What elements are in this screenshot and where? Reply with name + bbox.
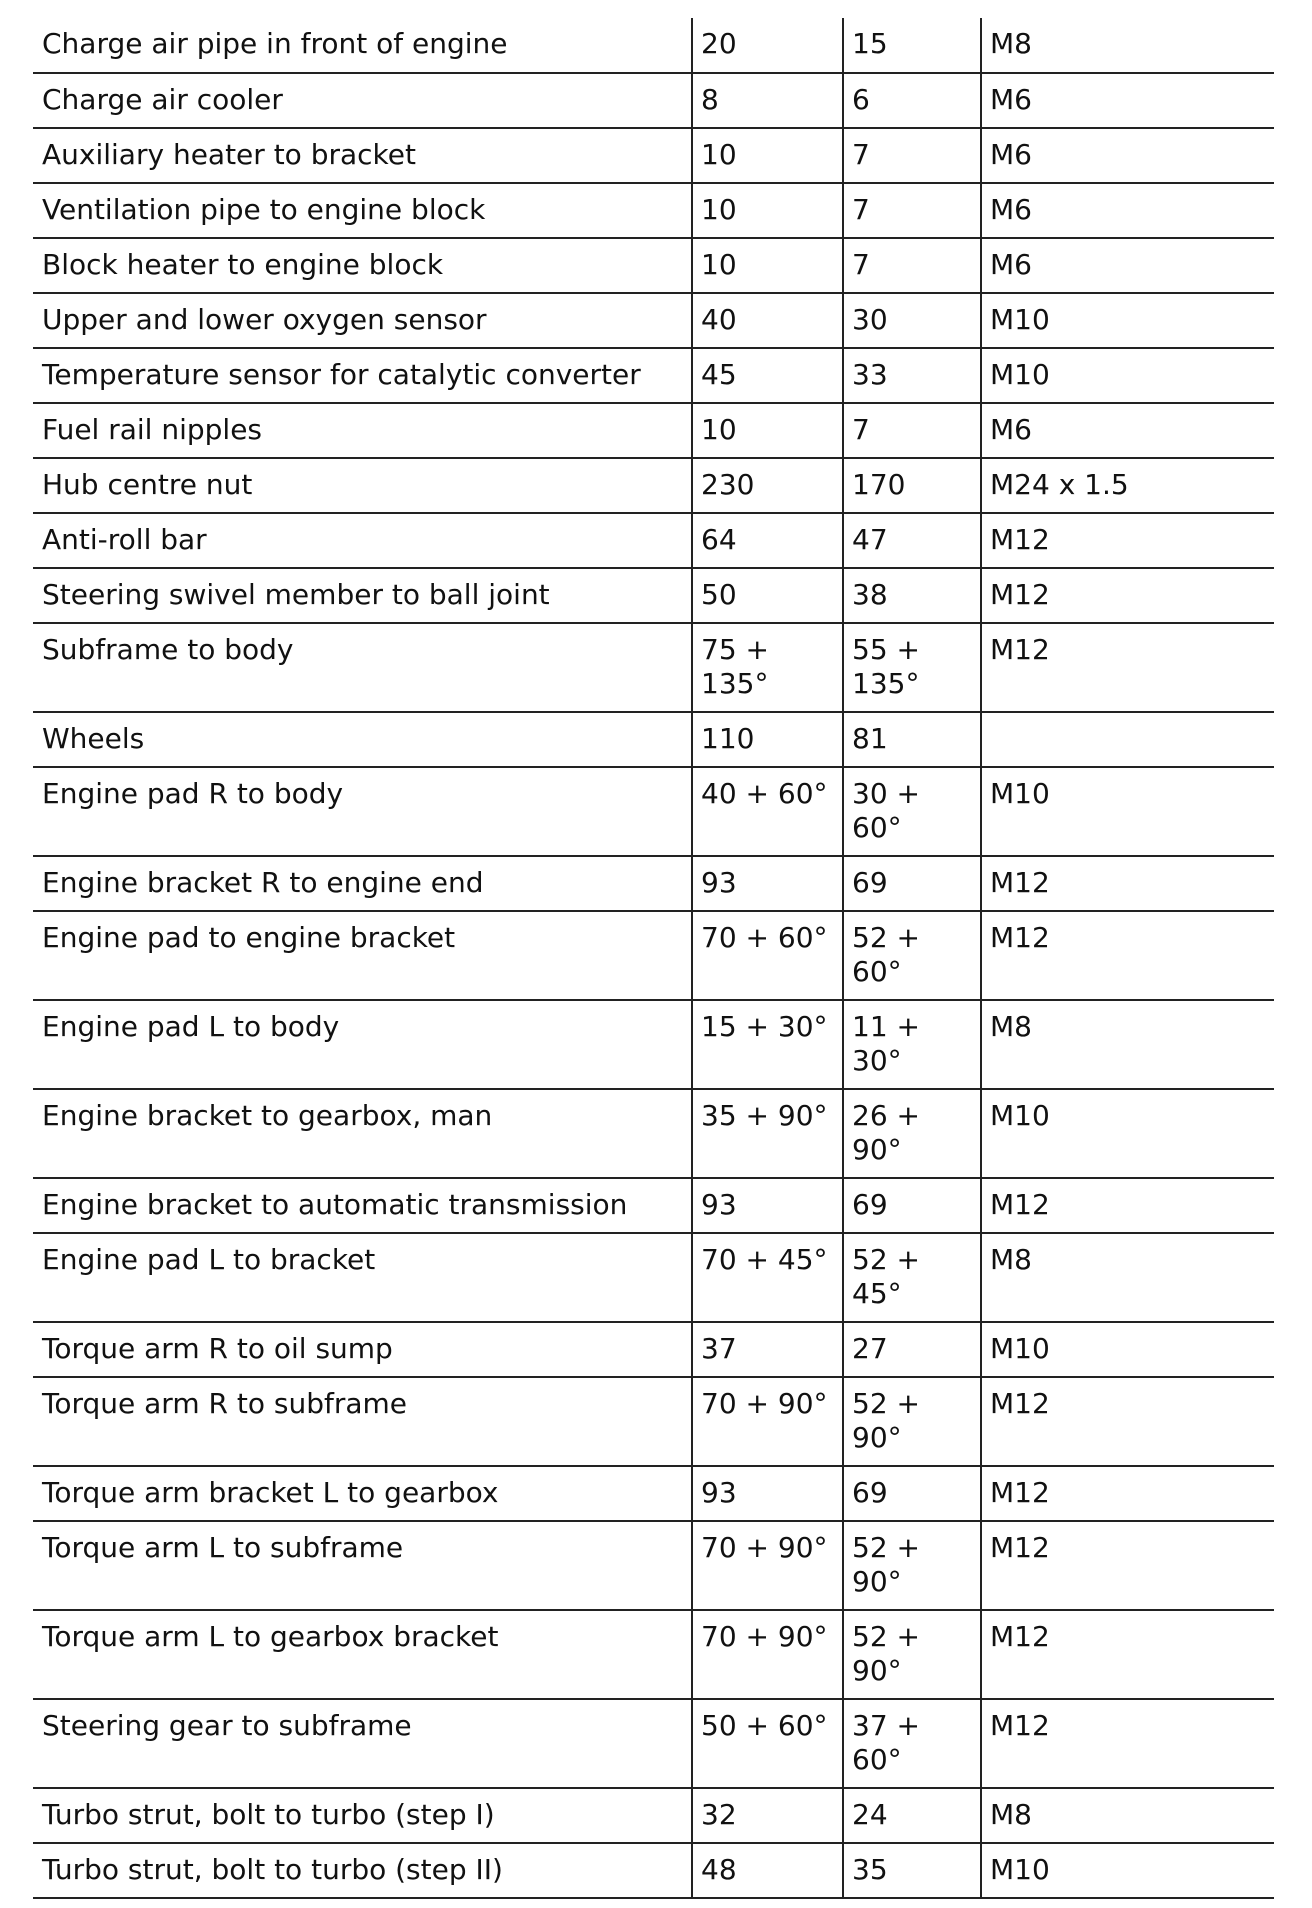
thread-size-cell: M8 (981, 1233, 1274, 1322)
component-cell: Engine bracket to gearbox, man (33, 1089, 692, 1178)
component-cell: Torque arm bracket L to gearbox (33, 1466, 692, 1521)
thread-size-cell: M12 (981, 1377, 1274, 1466)
torque-nm-cell: 93 (692, 1466, 843, 1521)
torque-nm-cell: 10 (692, 183, 843, 238)
torque-lbft-cell: 30 + 60° (843, 767, 981, 856)
torque-nm-cell: 32 (692, 1788, 843, 1843)
table-row (33, 712, 1274, 767)
table-row (33, 1000, 1274, 1089)
thread-size-cell: M10 (981, 1843, 1274, 1898)
table-row (33, 293, 1274, 348)
thread-size-cell: M10 (981, 767, 1274, 856)
component-cell: Upper and lower oxygen sensor (33, 293, 692, 348)
torque-table-body (33, 18, 1274, 1898)
table-row (33, 856, 1274, 911)
torque-nm-cell: 70 + 60° (692, 911, 843, 1000)
thread-size-cell: M8 (981, 1000, 1274, 1089)
thread-size-cell: M10 (981, 1322, 1274, 1377)
table-row (33, 1466, 1274, 1521)
torque-nm-cell: 10 (692, 403, 843, 458)
torque-lbft-cell: 7 (843, 403, 981, 458)
torque-lbft-cell: 52 + 45° (843, 1233, 981, 1322)
thread-size-cell: M12 (981, 1610, 1274, 1699)
component-cell: Auxiliary heater to bracket (33, 128, 692, 183)
component-cell: Steering gear to subframe (33, 1699, 692, 1788)
component-cell: Engine bracket to automatic transmission (33, 1178, 692, 1233)
thread-size-cell: M24 x 1.5 (981, 458, 1274, 513)
thread-size-cell: M12 (981, 568, 1274, 623)
table-row (33, 1788, 1274, 1843)
torque-lbft-cell: 33 (843, 348, 981, 403)
torque-nm-cell: 64 (692, 513, 843, 568)
torque-lbft-cell: 26 + 90° (843, 1089, 981, 1178)
table-row (33, 403, 1274, 458)
component-cell: Turbo strut, bolt to turbo (step II) (33, 1843, 692, 1898)
table-row (33, 1521, 1274, 1610)
torque-lbft-cell: 170 (843, 458, 981, 513)
torque-lbft-cell: 69 (843, 1178, 981, 1233)
torque-nm-cell: 40 + 60° (692, 767, 843, 856)
table-row (33, 128, 1274, 183)
component-cell: Engine bracket R to engine end (33, 856, 692, 911)
table-row (33, 1610, 1274, 1699)
torque-lbft-cell: 69 (843, 1466, 981, 1521)
table-row (33, 1178, 1274, 1233)
torque-lbft-cell: 11 + 30° (843, 1000, 981, 1089)
torque-nm-cell: 50 + 60° (692, 1699, 843, 1788)
thread-size-cell: M10 (981, 1089, 1274, 1178)
torque-nm-cell: 70 + 90° (692, 1377, 843, 1466)
component-cell: Temperature sensor for catalytic converter (33, 348, 692, 403)
component-cell: Subframe to body (33, 623, 692, 712)
component-cell: Engine pad L to body (33, 1000, 692, 1089)
thread-size-cell: M6 (981, 73, 1274, 128)
torque-lbft-cell: 35 (843, 1843, 981, 1898)
table-row (33, 1233, 1274, 1322)
torque-lbft-cell: 37 + 60° (843, 1699, 981, 1788)
thread-size-cell: M12 (981, 513, 1274, 568)
thread-size-cell: M8 (981, 1788, 1274, 1843)
table-row (33, 18, 1274, 73)
torque-nm-cell: 75 + 135° (692, 623, 843, 712)
table-row (33, 1843, 1274, 1898)
torque-nm-cell: 10 (692, 238, 843, 293)
torque-lbft-cell: 69 (843, 856, 981, 911)
torque-lbft-cell: 7 (843, 183, 981, 238)
component-cell: Hub centre nut (33, 458, 692, 513)
component-cell: Engine pad to engine bracket (33, 911, 692, 1000)
component-cell: Engine pad L to bracket (33, 1233, 692, 1322)
thread-size-cell: M6 (981, 238, 1274, 293)
table-row (33, 1089, 1274, 1178)
table-row (33, 911, 1274, 1000)
table-row (33, 1377, 1274, 1466)
torque-nm-cell: 10 (692, 128, 843, 183)
table-row (33, 1322, 1274, 1377)
torque-lbft-cell: 7 (843, 238, 981, 293)
table-row (33, 458, 1274, 513)
component-cell: Wheels (33, 712, 692, 767)
table-row (33, 1699, 1274, 1788)
torque-lbft-cell: 81 (843, 712, 981, 767)
torque-nm-cell: 45 (692, 348, 843, 403)
table-row (33, 513, 1274, 568)
torque-lbft-cell: 15 (843, 18, 981, 73)
torque-nm-cell: 40 (692, 293, 843, 348)
thread-size-cell: M12 (981, 1178, 1274, 1233)
component-cell: Torque arm R to oil sump (33, 1322, 692, 1377)
component-cell: Torque arm L to subframe (33, 1521, 692, 1610)
torque-lbft-cell: 6 (843, 73, 981, 128)
thread-size-cell: M12 (981, 1521, 1274, 1610)
table-row (33, 623, 1274, 712)
torque-lbft-cell: 52 + 90° (843, 1377, 981, 1466)
component-cell: Engine pad R to body (33, 767, 692, 856)
torque-nm-cell: 50 (692, 568, 843, 623)
torque-nm-cell: 20 (692, 18, 843, 73)
torque-lbft-cell: 7 (843, 128, 981, 183)
thread-size-cell: M12 (981, 623, 1274, 712)
thread-size-cell (981, 712, 1274, 767)
component-cell: Fuel rail nipples (33, 403, 692, 458)
thread-size-cell: M12 (981, 1699, 1274, 1788)
table-row (33, 238, 1274, 293)
torque-lbft-cell: 24 (843, 1788, 981, 1843)
component-cell: Block heater to engine block (33, 238, 692, 293)
component-cell: Torque arm R to subframe (33, 1377, 692, 1466)
torque-lbft-cell: 38 (843, 568, 981, 623)
torque-lbft-cell: 47 (843, 513, 981, 568)
torque-lbft-cell: 52 + 90° (843, 1521, 981, 1610)
thread-size-cell: M6 (981, 128, 1274, 183)
torque-lbft-cell: 52 + 60° (843, 911, 981, 1000)
component-cell: Anti-roll bar (33, 513, 692, 568)
torque-nm-cell: 15 + 30° (692, 1000, 843, 1089)
thread-size-cell: M6 (981, 183, 1274, 238)
torque-lbft-cell: 27 (843, 1322, 981, 1377)
torque-nm-cell: 70 + 45° (692, 1233, 843, 1322)
thread-size-cell: M10 (981, 348, 1274, 403)
component-cell: Charge air cooler (33, 73, 692, 128)
torque-nm-cell: 110 (692, 712, 843, 767)
torque-lbft-cell: 30 (843, 293, 981, 348)
thread-size-cell: M12 (981, 911, 1274, 1000)
component-cell: Charge air pipe in front of engine (33, 18, 692, 73)
torque-nm-cell: 37 (692, 1322, 843, 1377)
table-row (33, 568, 1274, 623)
torque-nm-cell: 93 (692, 856, 843, 911)
component-cell: Ventilation pipe to engine block (33, 183, 692, 238)
thread-size-cell: M12 (981, 1466, 1274, 1521)
component-cell: Steering swivel member to ball joint (33, 568, 692, 623)
thread-size-cell: M12 (981, 856, 1274, 911)
torque-nm-cell: 70 + 90° (692, 1521, 843, 1610)
torque-nm-cell: 70 + 90° (692, 1610, 843, 1699)
torque-nm-cell: 48 (692, 1843, 843, 1898)
component-cell: Turbo strut, bolt to turbo (step I) (33, 1788, 692, 1843)
table-row (33, 767, 1274, 856)
thread-size-cell: M10 (981, 293, 1274, 348)
table-row (33, 73, 1274, 128)
table-row (33, 348, 1274, 403)
torque-nm-cell: 8 (692, 73, 843, 128)
torque-nm-cell: 230 (692, 458, 843, 513)
torque-lbft-cell: 55 + 135° (843, 623, 981, 712)
torque-specification-table (33, 18, 1274, 1899)
thread-size-cell: M8 (981, 18, 1274, 73)
torque-lbft-cell: 52 + 90° (843, 1610, 981, 1699)
torque-nm-cell: 35 + 90° (692, 1089, 843, 1178)
component-cell: Torque arm L to gearbox bracket (33, 1610, 692, 1699)
table-row (33, 183, 1274, 238)
thread-size-cell: M6 (981, 403, 1274, 458)
torque-nm-cell: 93 (692, 1178, 843, 1233)
